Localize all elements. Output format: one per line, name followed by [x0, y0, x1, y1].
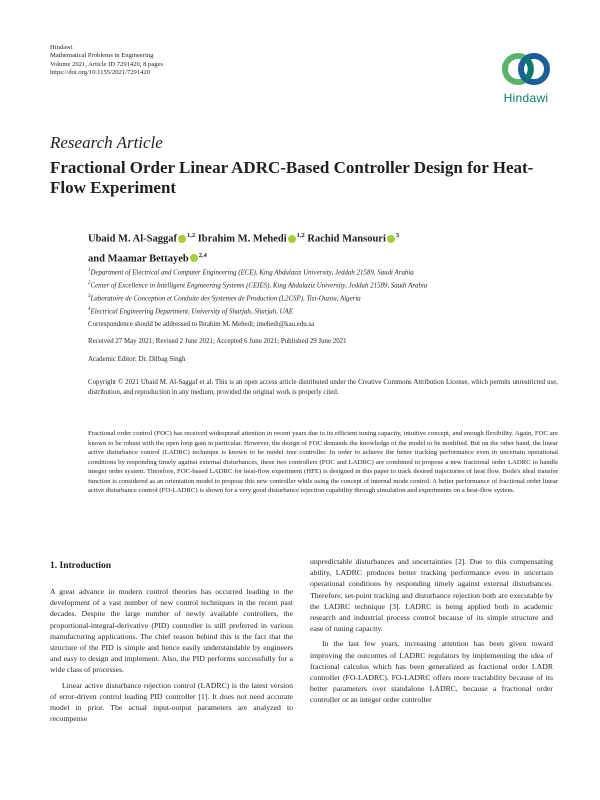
- publisher-name: Hindawi: [50, 44, 73, 51]
- orcid-icon[interactable]: [178, 235, 186, 243]
- affiliations: [88, 266, 558, 318]
- author-name[interactable]: Ubaid M. Al-Saggaf: [88, 233, 177, 245]
- author-affil: 3: [395, 232, 400, 239]
- author-affil: 1,2: [296, 232, 305, 239]
- hindawi-logo-icon: [496, 48, 556, 90]
- author-name[interactable]: Ibrahim M. Mehedi: [197, 233, 287, 245]
- affiliation-item: $^2$Center of Excellence in Intelligent Engineering Systems (CEIES), King Abdulaziz University, Jeddah 21589, Saudi Arabia: [88, 280, 428, 290]
- hindawi-logo: [496, 48, 556, 95]
- author-affil: 2,4: [198, 251, 207, 259]
- affiliation-item: $^3$Laboratoire de Conception et Conduite des Systemes de Production (L2CSP), Tizi-Ouzou, Algeria: [88, 293, 361, 303]
- affiliation-item: $^1$Department of Electrical and Computer Engineering (ECE), King Abdulaziz University, Jeddah 21589, Saudi Arabia: [88, 268, 414, 277]
- author-affil: 1,2: [186, 232, 196, 239]
- orcid-icon[interactable]: [190, 254, 198, 262]
- author-name[interactable]: Maamar Bettayeb: [107, 253, 189, 264]
- body-paragraph: In the last few years, increasing attention has been given toward improving the outcomes of LADRC regulators by implementing the idea of fractional calculus which has been generalized as fractional order LADR controller (FO-LADRC). FO-LADRC offers more tractability because of its better parameters over standalone LADRC, because a fractional order controller or an integer order controller: [310, 639, 553, 705]
- article-type: Research Article: [50, 133, 163, 152]
- body-column-left: [50, 561, 293, 724]
- body-paragraph: A great advance in modern control theories has occurred leading to the development of a vast number of new control techniques in the recent past decades. Despite the large number of newly available controllers, the proportional-integral-derivative (PID) controller is still preferred in various manufacturing applications. The chief reason behind this is the fact that the structure of the PID is simple and hence easily understandable by engineers and easy to design and implement. Also, the PID performs successfully for a wide class of processes.: [50, 587, 293, 675]
- volume-line: Volume 2021, Article ID 7291420, 8 pages: [50, 60, 164, 68]
- correspondence: Correspondence should be addressed to Ibrahim M. Mehedi; imehedi@kau.edu.sa: [88, 321, 315, 328]
- logo-wordmark: Hindawi: [503, 91, 549, 105]
- copyright-notice: Copyright © 2021 Ubaid M. Al-Saggaf et al. This is an open access article distributed under the Creative Commons Attribution License, which permits unrestricted use, distribution, and reproduction in any medium, provided the original work is properly cited.: [88, 379, 558, 397]
- section-heading: 1. Introduction: [50, 561, 112, 571]
- academic-editor: Academic Editor: Dr. Dilbag Singh: [88, 356, 186, 363]
- affiliation-item: $^4$Electrical Engineering Department, University of Sharjah, Sharjah, UAE: [88, 306, 293, 315]
- author-list: Ubaid M. Al-Saggaf $^{1,2}$ Ibrahim M. Mehedi $^{1,2}$ Rachid Mansouri $^3$ and Maamar Bettayeb $^{2,4}$: [88, 232, 400, 264]
- paper-title: Fractional Order Linear ADRC-Based Controller Design for Heat-Flow Experiment: [50, 158, 534, 197]
- author-name[interactable]: Rachid Mansouri: [307, 233, 386, 245]
- body-column-right: [310, 556, 553, 706]
- abstract: Fractional order control (FOC) has received widespread attention in recent years due to its efficient tuning capacity, intuitive concept, and enough flexibility. Again, FOC are known to be robust with the open loop gain in particular. However, the design of FOC demands the knowledge of the model to be modified. But on the other hand, the linear active disturbance control (LADRC) technique is known to be model free controller. In order to achieve the better tracking performance even in uncertain operational conditions by responding timely against external disturbances, these two controllers (FOC and LADRC) are combined to propose a new fractional order LADRC to handle integer order system. Therefore, FOC-based LADRC for heat-flow experiment (HFE) is designed in this paper to track desired trajectories of heat flow. Bode's ideal transfer function is considered as an orientation model to propose this new controller while using the concept of internal mode control. A better performance of fractional order linear active disturbance control (FO-LADRC) is shown for a very good disturbance rejection capability through simulation and experiments on a heat-flow system.: [88, 430, 558, 495]
- journal-header: [50, 44, 163, 78]
- orcid-icon[interactable]: [288, 235, 296, 243]
- doi-link[interactable]: https://doi.org/10.1155/2021/7291420: [50, 69, 151, 77]
- journal-name: Mathematical Problems in Engineering: [50, 52, 154, 60]
- article-dates: Received 27 May 2021; Revised 2 June 2021; Accepted 6 June 2021; Published 29 June 2021: [88, 338, 347, 345]
- orcid-icon[interactable]: [387, 235, 395, 243]
- body-paragraph: unpredictable disturbances and uncertainties [2]. Due to this compensating ability, LADRC produces better tracking performance even in uncertain operational conditions by responding timely against external disturbances. Therefore, set-point tracking and disturbance rejection both are executable by the LADRC technique [3]. LADRC is being applied both in academic research and industrial process control because of its simple structure and ease of tuning capacity.: [310, 557, 553, 634]
- body-paragraph: Linear active disturbance rejection control (LADRC) is the latest version of error-driven control leading PID controller [1]. It does not need accurate model in prior. The actual input-output parameters are analyzed to recompense: [50, 680, 293, 724]
